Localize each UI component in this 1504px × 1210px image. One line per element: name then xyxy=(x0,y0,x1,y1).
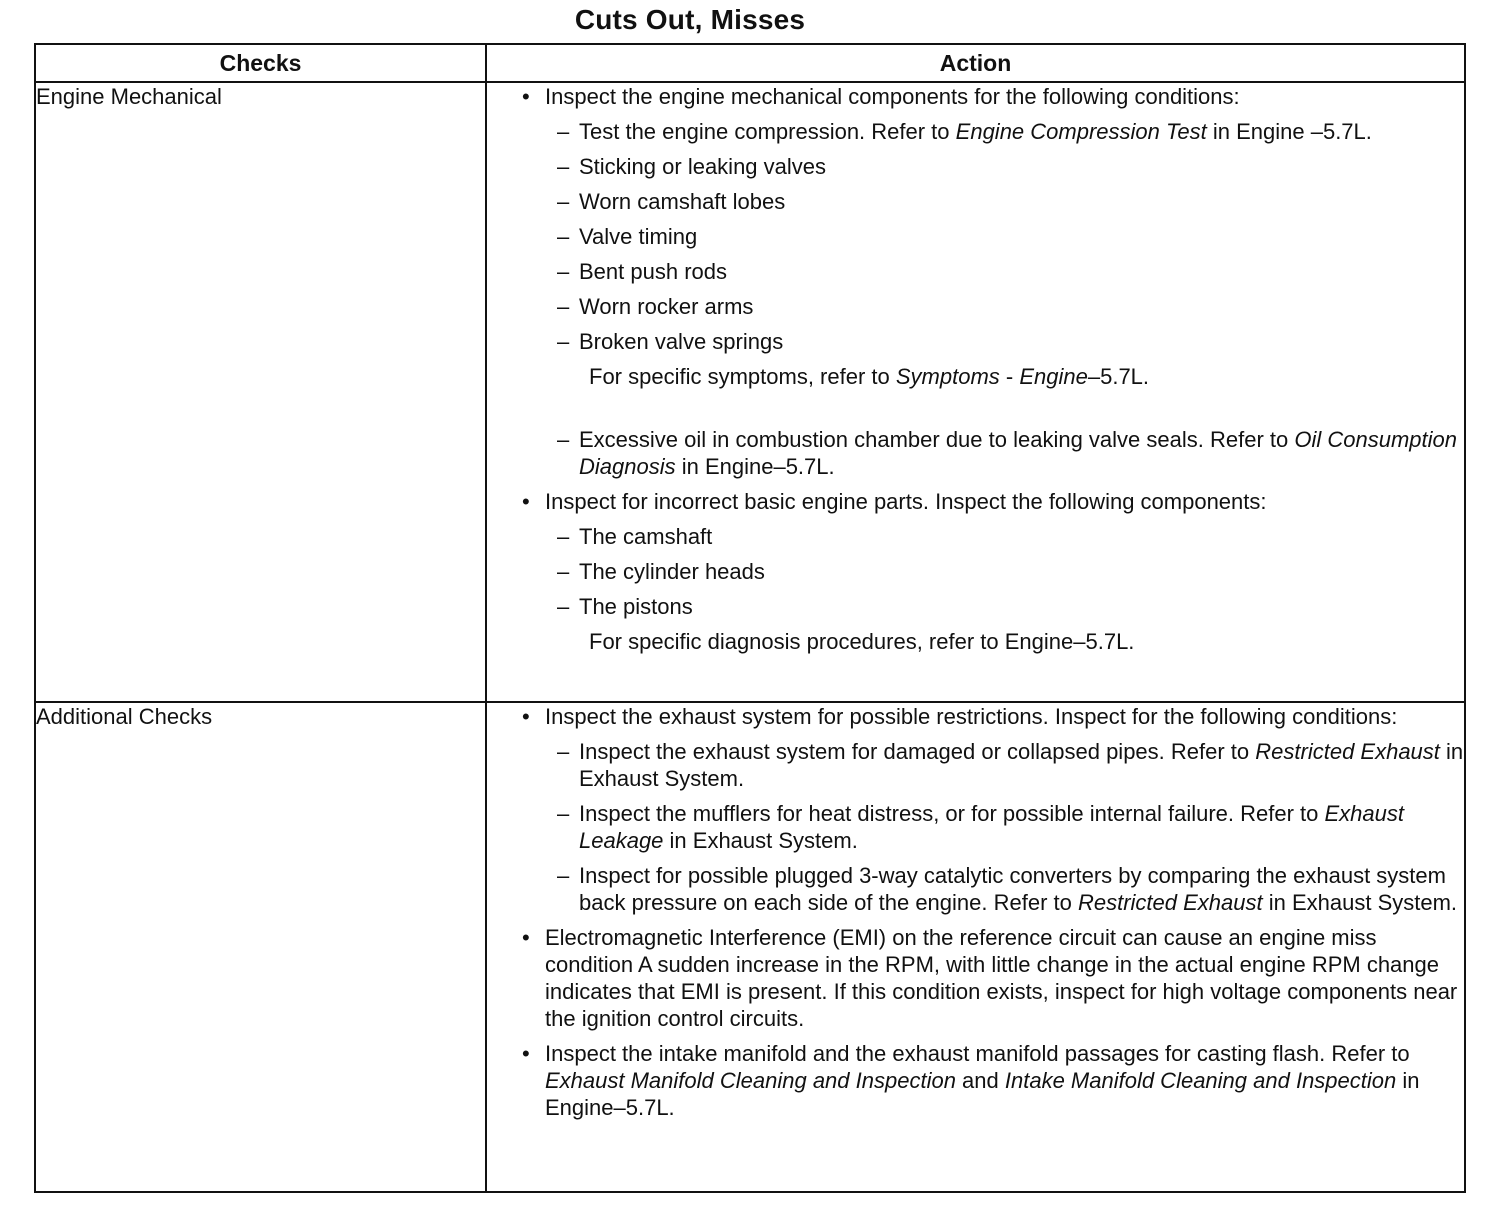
action-cell xyxy=(486,702,1465,1192)
list-item xyxy=(487,1040,1464,1121)
item-text: The cylinder heads xyxy=(579,559,765,584)
item-text: Electromagnetic Interference (EMI) on the reference circuit can cause an engine miss condition A sudden increase in the RPM, with little change in the actual engine RPM change indicates that EMI is present. If this condition exists, inspect for high voltage components near the ignition control circuits. xyxy=(545,925,1458,1031)
note-text xyxy=(487,628,1464,655)
item-text: Excessive oil in combustion chamber due to leaking valve seals. Refer to xyxy=(579,427,1295,452)
item-text: Inspect the exhaust system for possible restrictions. Inspect for the following conditions: xyxy=(545,704,1398,729)
item-text: The camshaft xyxy=(579,524,713,549)
list-item xyxy=(498,426,1464,480)
list-item xyxy=(498,153,1464,180)
check-cell xyxy=(35,702,486,1192)
action-cell xyxy=(486,82,1465,702)
item-text: Inspect the mufflers for heat distress, or for possible internal failure. Refer to xyxy=(579,801,1325,826)
note-text xyxy=(487,363,1464,390)
header-row xyxy=(35,44,1465,82)
list-item xyxy=(487,703,1464,916)
reference-link: Engine Compression Test xyxy=(955,119,1207,144)
item-text: Worn camshaft lobes xyxy=(579,189,786,214)
list-item xyxy=(487,924,1464,1032)
item-text: in Engine –5.7L. xyxy=(1206,119,1372,144)
check-label: Engine Mechanical xyxy=(36,84,222,109)
list-item xyxy=(498,223,1464,250)
reference-link: Symptoms xyxy=(895,364,1000,389)
sub-list xyxy=(498,118,1464,355)
item-text: in Exhaust System. xyxy=(579,739,1464,791)
item-text: For specific diagnosis procedures, refer to Engine–5.7L. xyxy=(589,629,1135,654)
list-item xyxy=(498,523,1464,550)
sub-list xyxy=(498,738,1464,916)
item-text: in Exhaust System. xyxy=(663,828,858,853)
reference-link: Exhaust Manifold Cleaning and Inspection xyxy=(545,1068,956,1093)
diagnosis-table xyxy=(34,43,1466,1193)
table-row xyxy=(35,82,1465,702)
list-item xyxy=(487,83,1464,480)
item-text: Sticking or leaking valves xyxy=(579,154,827,179)
item-text: –5.7L. xyxy=(1087,364,1150,389)
item-text: Inspect the intake manifold and the exhaust manifold passages for casting flash. Refer to xyxy=(545,1041,1410,1066)
list-item xyxy=(498,118,1464,145)
check-label: Additional Checks xyxy=(36,704,213,729)
bullet-list xyxy=(487,703,1464,1121)
item-text: Inspect for incorrect basic engine parts. Inspect the following components: xyxy=(545,489,1267,514)
reference-link: Engine xyxy=(1019,364,1088,389)
list-item xyxy=(498,738,1464,792)
sub-list xyxy=(498,523,1464,620)
list-item xyxy=(498,593,1464,620)
list-item xyxy=(498,862,1464,916)
checks-header: Checks xyxy=(35,44,486,82)
item-text: - xyxy=(999,364,1020,389)
item-text: Inspect the engine mechanical components for the following conditions: xyxy=(545,84,1240,109)
reference-link: Restricted Exhaust xyxy=(1255,739,1440,764)
item-text: in Engine–5.7L. xyxy=(545,1068,1420,1120)
reference-link: Intake Manifold Cleaning and Inspection xyxy=(1004,1068,1397,1093)
item-text: The pistons xyxy=(579,594,693,619)
list-item xyxy=(498,188,1464,215)
list-item xyxy=(498,293,1464,320)
item-text: Broken valve springs xyxy=(579,329,784,354)
list-item xyxy=(498,800,1464,854)
list-item xyxy=(487,488,1464,655)
bullet-list xyxy=(487,83,1464,655)
reference-link: Restricted Exhaust xyxy=(1077,890,1263,915)
item-text: For specific symptoms, refer to xyxy=(589,364,896,389)
table-row xyxy=(35,702,1465,1192)
item-text: Test the engine compression. Refer to xyxy=(579,119,956,144)
item-text: and xyxy=(955,1068,1005,1093)
reference-link: Oil Consumption Diagnosis xyxy=(579,427,1457,479)
item-text: Inspect for possible plugged 3-way catalytic converters by comparing the exhaust system back pressure on each side of the engine. Refer to xyxy=(579,863,1446,915)
page-title: Cuts Out, Misses xyxy=(574,4,806,35)
item-text: Inspect the exhaust system for damaged or collapsed pipes. Refer to xyxy=(579,739,1256,764)
reference-link: Exhaust Leakage xyxy=(579,801,1404,853)
list-item xyxy=(498,258,1464,285)
sub-list xyxy=(498,426,1464,480)
item-text: Bent push rods xyxy=(579,259,727,284)
list-item xyxy=(498,328,1464,355)
item-text: in Exhaust System. xyxy=(1262,890,1458,915)
check-cell xyxy=(35,82,486,702)
item-text: Worn rocker arms xyxy=(579,294,754,319)
action-header: Action xyxy=(486,44,1465,82)
list-item xyxy=(498,558,1464,585)
item-text: in Engine–5.7L. xyxy=(675,454,835,479)
item-text: Valve timing xyxy=(579,224,698,249)
